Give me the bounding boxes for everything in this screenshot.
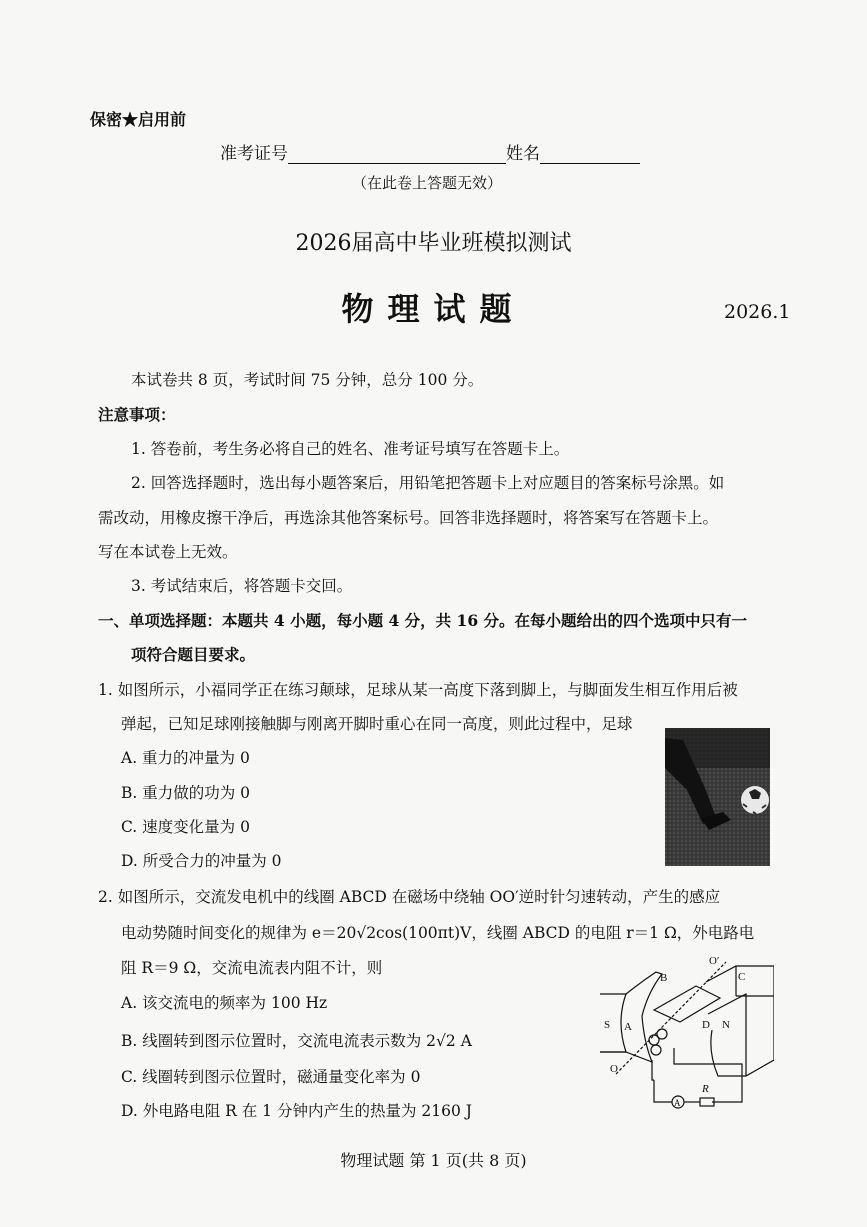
label-s: S (604, 1019, 611, 1031)
q2-option-d: D. 外电路电阻 R 在 1 分钟内产生的热量为 2160 J (121, 1102, 472, 1120)
q1-stem-line-1: 1. 如图所示，小福同学正在练习颠球，足球从某一高度下落到脚上，与脚面发生相互作用后被 (98, 681, 738, 699)
generator-diagram (596, 952, 774, 1112)
notice-item-2-line-3: 写在本试卷上无效。 (98, 543, 238, 561)
notice-item-2-line-1: 2. 回答选择题时，选出每小题答案后，用铅笔把答题卡上对应题目的答案标号涂黑。如 (131, 474, 725, 492)
ammeter-label: A (674, 1098, 681, 1108)
label-n: N (722, 1019, 730, 1031)
q1-option-d: D. 所受合力的冲量为 0 (121, 852, 282, 870)
q2-stem-line-3: 阻 R＝9 Ω，交流电流表内阻不计，则 (121, 959, 383, 977)
soccer-photo (665, 728, 770, 866)
label-a: A (624, 1021, 632, 1033)
q2-option-a: A. 该交流电的频率为 100 Hz (121, 994, 328, 1012)
exam-date: 2026.1 (724, 301, 791, 323)
resistor-label: R (702, 1083, 709, 1095)
ticket-number-blank[interactable] (288, 145, 506, 164)
ticket-number-label: 准考证号 (220, 144, 288, 164)
notice-item-3: 3. 考试结束后，将答题卡交回。 (131, 577, 353, 595)
section-1-heading: 一、单项选择题：本题共 4 小题，每小题 4 分，共 16 分。在每小题给出的四个选项中只有一 (98, 611, 748, 630)
notice-item-1: 1. 答卷前，考生务必将自己的姓名、准考证号填写在答题卡上。 (131, 440, 570, 458)
name-blank[interactable] (540, 145, 640, 164)
q2-option-c: C. 线圈转到图示位置时，磁通量变化率为 0 (121, 1068, 421, 1086)
candidate-info-row (220, 139, 640, 164)
section-1-heading-cont: 项符合题目要求。 (131, 645, 256, 664)
page-footer: 物理试题 第 1 页(共 8 页) (340, 1151, 527, 1170)
q1-option-b: B. 重力做的功为 0 (121, 784, 251, 802)
q1-option-c: C. 速度变化量为 0 (121, 818, 250, 836)
label-o: O (610, 1063, 618, 1075)
label-o-prime: O′ (709, 955, 720, 967)
label-d: D (702, 1019, 710, 1031)
exam-title: 2026届高中毕业班模拟测试 (295, 231, 572, 256)
confidential-mark: 保密★启用前 (90, 110, 187, 129)
q2-option-b: B. 线圈转到图示位置时，交流电流表示数为 2√2 A (121, 1032, 472, 1050)
name-label: 姓名 (506, 144, 540, 164)
q1-option-a: A. 重力的冲量为 0 (121, 749, 250, 767)
q2-stem-line-1: 2. 如图所示，交流发电机中的线圈 ABCD 在磁场中绕轴 OO′逆时针匀速转动，产生的感应 (98, 888, 721, 906)
label-c: C (738, 971, 746, 983)
label-b: B (660, 972, 668, 984)
notice-item-2-line-2: 需改动，用橡皮擦干净后，再选涂其他答案标号。回答非选择题时，将答案写在答题卡上。 (98, 509, 719, 527)
q2-stem-line-2: 电动势随时间变化的规律为 e＝20√2cos(100πt)V，线圈 ABCD 的电阻 r＝1 Ω，外电路电 (121, 924, 755, 942)
invalid-answer-note: （在此卷上答题无效） (352, 174, 503, 192)
subject-title: 物理试题 (341, 290, 526, 328)
q1-stem-line-2: 弹起，已知足球刚接触脚与刚离开脚时重心在同一高度，则此过程中，足球 (121, 715, 633, 733)
notice-heading: 注意事项： (98, 405, 176, 424)
intro-text: 本试卷共 8 页，考试时间 75 分钟，总分 100 分。 (131, 371, 484, 389)
